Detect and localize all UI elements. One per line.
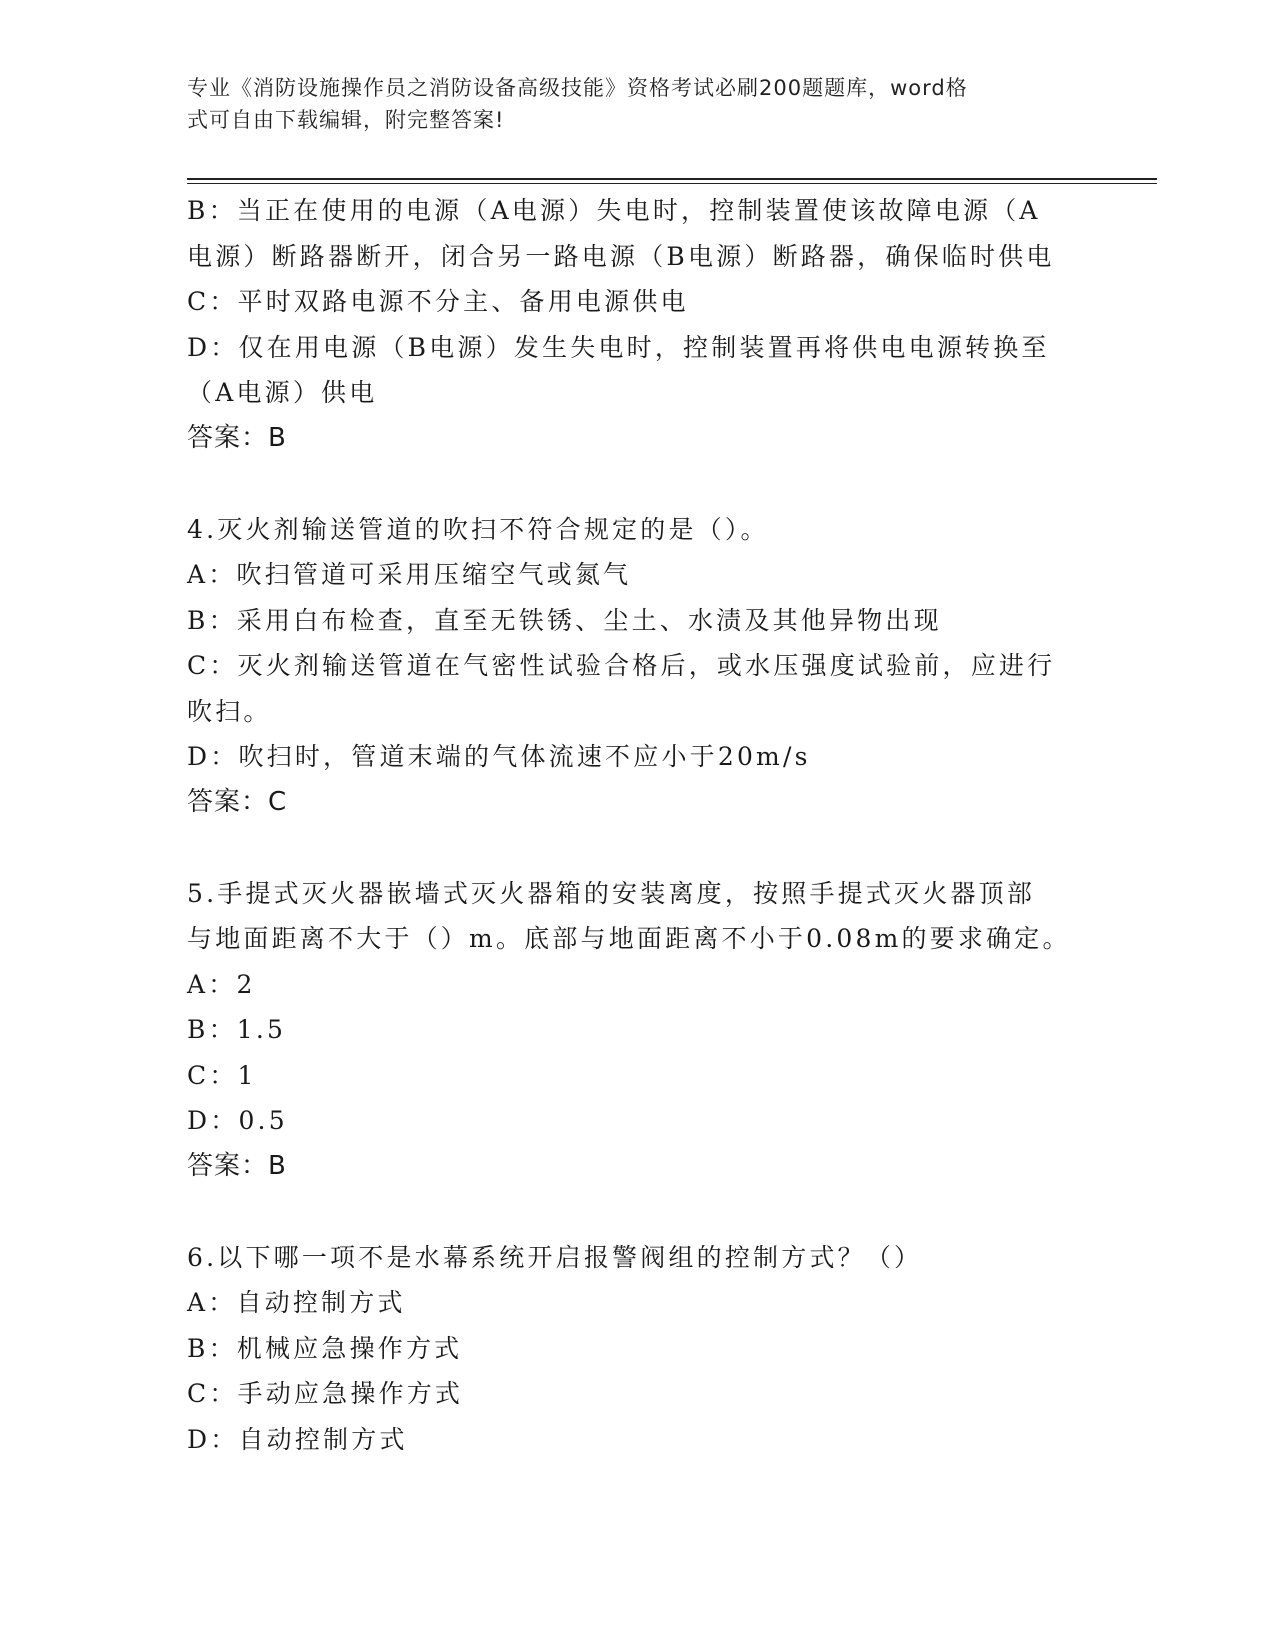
q3-option-b-line-1: B：当正在使用的电源（A电源）失电时，控制装置使该故障电源（A <box>187 196 1041 225</box>
q3-option-d-line-1: D：仅在用电源（B电源）发生失电时，控制装置再将供电电源转换至 <box>187 332 1050 362</box>
header-line-1: 专业《消防设施操作员之消防设备高级技能》资格考试必刷200题题库，word格 <box>187 76 968 100</box>
q5-question-line-2: 与地面距离不大于（）m。底部与地面距离不小于0.08m的要求确定。 <box>187 924 1071 953</box>
q6-option-d: D：自动控制方式 <box>187 1424 408 1454</box>
spacer <box>187 1189 1087 1235</box>
spacer <box>187 461 1087 507</box>
q3-answer: 答案：B <box>187 422 287 453</box>
q3-option-c: C：平时双路电源不分主、备用电源供电 <box>187 287 689 316</box>
question-3-block <box>187 188 1087 461</box>
q6-option-c: C：手动应急操作方式 <box>187 1379 464 1408</box>
q5-question-line-1: 5.手提式灭火器嵌墙式灭火器箱的安装离度，按照手提式灭火器顶部 <box>187 878 1036 908</box>
q5-option-d: D：0.5 <box>187 1106 288 1135</box>
question-6-block <box>187 1235 1087 1463</box>
document-header <box>187 72 1067 136</box>
q6-option-a: A：自动控制方式 <box>187 1288 406 1317</box>
question-4-block <box>187 507 1087 826</box>
q6-question: 6.以下哪一项不是水幕系统开启报警阀组的控制方式？（） <box>187 1242 923 1272</box>
q4-answer: 答案：C <box>187 786 288 817</box>
q5-option-b: B：1.5 <box>187 1015 287 1044</box>
q5-answer: 答案：B <box>187 1150 287 1181</box>
question-content <box>187 188 1087 1462</box>
q5-option-c: C：1 <box>187 1060 257 1090</box>
q4-question: 4.灭火剂输送管道的吹扫不符合规定的是（）。 <box>187 514 769 544</box>
header-line-2: 式可自由下载编辑，附完整答案! <box>187 108 505 132</box>
question-5-block <box>187 871 1087 1190</box>
q4-option-c-line-2: 吹扫。 <box>187 696 272 726</box>
q4-option-b: B：采用白布检查，直至无铁锈、尘土、水渍及其他异物出现 <box>187 605 942 635</box>
q5-option-a: A：2 <box>187 969 256 999</box>
q3-option-d-line-2: （A电源）供电 <box>187 378 378 407</box>
header-divider-thick <box>187 178 1157 180</box>
spacer <box>187 825 1087 871</box>
header-divider-thin <box>187 183 1157 184</box>
q4-option-a: A：吹扫管道可采用压缩空气或氮气 <box>187 560 632 589</box>
q6-option-b: B：机械应急操作方式 <box>187 1333 463 1363</box>
q4-option-c-line-1: C：灭火剂输送管道在气密性试验合格后，或水压强度试验前，应进行 <box>187 651 1056 680</box>
q3-option-b-line-2: 电源）断路器断开，闭合另一路电源（B电源）断路器，确保临时供电 <box>187 241 1055 271</box>
q4-option-d: D：吹扫时，管道末端的气体流速不应小于20m/s <box>187 742 811 771</box>
